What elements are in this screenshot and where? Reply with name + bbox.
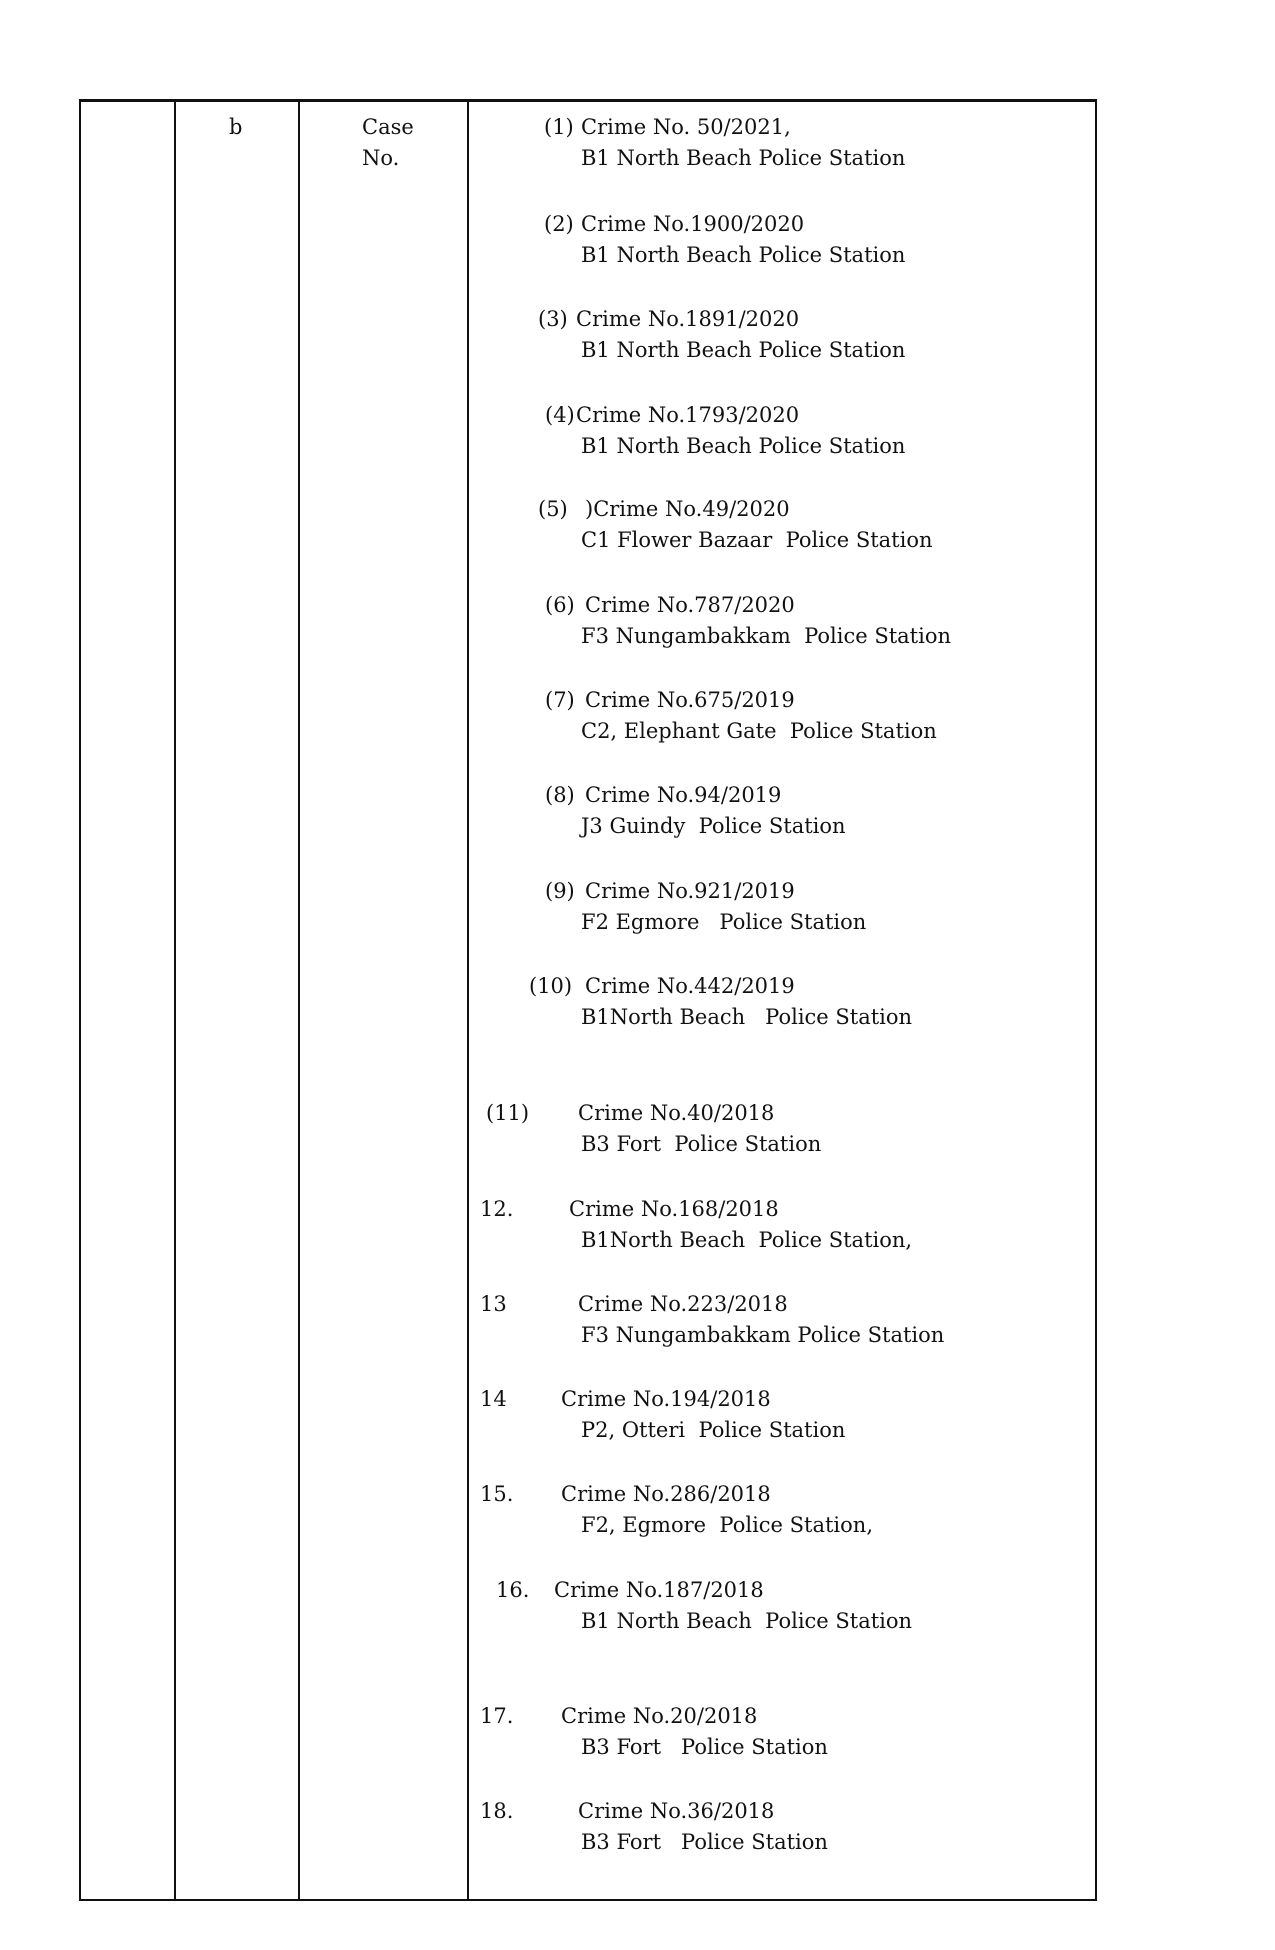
police-station: B1 North Beach Police Station [581,338,906,362]
police-station: B1 North Beach Police Station [581,243,906,267]
row-label-line1: Case [362,115,414,139]
entry-number: 18. [480,1799,514,1823]
entry-number: 17. [480,1704,514,1728]
police-station: B1North Beach Police Station [581,1005,913,1029]
police-station: B1 North Beach Police Station [581,146,906,170]
entry-number: (9) [545,879,575,903]
entry-number: 15. [480,1482,514,1506]
crime-number: Crime No.20/2018 [561,1704,758,1728]
crime-number: Crime No.1793/2020 [576,403,800,427]
crime-number: Crime No.223/2018 [578,1292,788,1316]
entry-number: (8) [545,783,575,807]
crime-number: Crime No.40/2018 [578,1101,775,1125]
crime-number: Crime No.286/2018 [561,1482,771,1506]
crime-number: Crime No.94/2019 [585,783,782,807]
entry-number: (11) [486,1101,530,1125]
crime-number: Crime No.168/2018 [569,1197,779,1221]
crime-number: Crime No.921/2019 [585,879,795,903]
column-divider [298,101,300,1899]
crime-number: Crime No.675/2019 [585,688,795,712]
crime-number: Crime No.187/2018 [554,1578,764,1602]
table-top-border [79,99,1097,102]
police-station: B3 Fort Police Station [581,1830,828,1854]
crime-number: Crime No. 50/2021, [581,115,791,139]
entry-number: (7) [545,688,575,712]
crime-number: Crime No.1900/2020 [581,212,805,236]
police-station: P2, Otteri Police Station [581,1418,846,1442]
entry-number: 13 [480,1292,507,1316]
column-divider [467,101,469,1899]
row-serial: b [229,115,243,139]
entry-number: (10) [529,974,573,998]
police-station: F2, Egmore Police Station, [581,1513,873,1537]
crime-number: Crime No.194/2018 [561,1387,771,1411]
police-station: J3 Guindy Police Station [581,814,846,838]
crime-number: )Crime No.49/2020 [585,497,790,521]
police-station: B3 Fort Police Station [581,1735,828,1759]
entry-number: (3) [538,307,568,331]
entry-number: (4) [545,403,575,427]
police-station: F2 Egmore Police Station [581,910,867,934]
entry-number: (1) [544,115,574,139]
police-station: B1 North Beach Police Station [581,1609,913,1633]
entry-number: (6) [545,593,575,617]
entry-number: 12. [480,1197,514,1221]
entry-number: 14 [480,1387,507,1411]
crime-number: Crime No.787/2020 [585,593,795,617]
row-label-line2: No. [362,146,400,170]
entry-number: (2) [544,212,574,236]
police-station: C2, Elephant Gate Police Station [581,719,937,743]
police-station: B1 North Beach Police Station [581,434,906,458]
police-station: B3 Fort Police Station [581,1132,822,1156]
entry-number: (5) [538,497,568,521]
column-divider [174,101,176,1899]
police-station: F3 Nungambakkam Police Station [581,624,951,648]
police-station: F3 Nungambakkam Police Station [581,1323,945,1347]
crime-number: Crime No.442/2019 [585,974,795,998]
crime-number: Crime No.1891/2020 [576,307,800,331]
police-station: B1North Beach Police Station, [581,1228,913,1252]
crime-number: Crime No.36/2018 [578,1799,775,1823]
police-station: C1 Flower Bazaar Police Station [581,528,933,552]
entry-number: 16. [496,1578,530,1602]
